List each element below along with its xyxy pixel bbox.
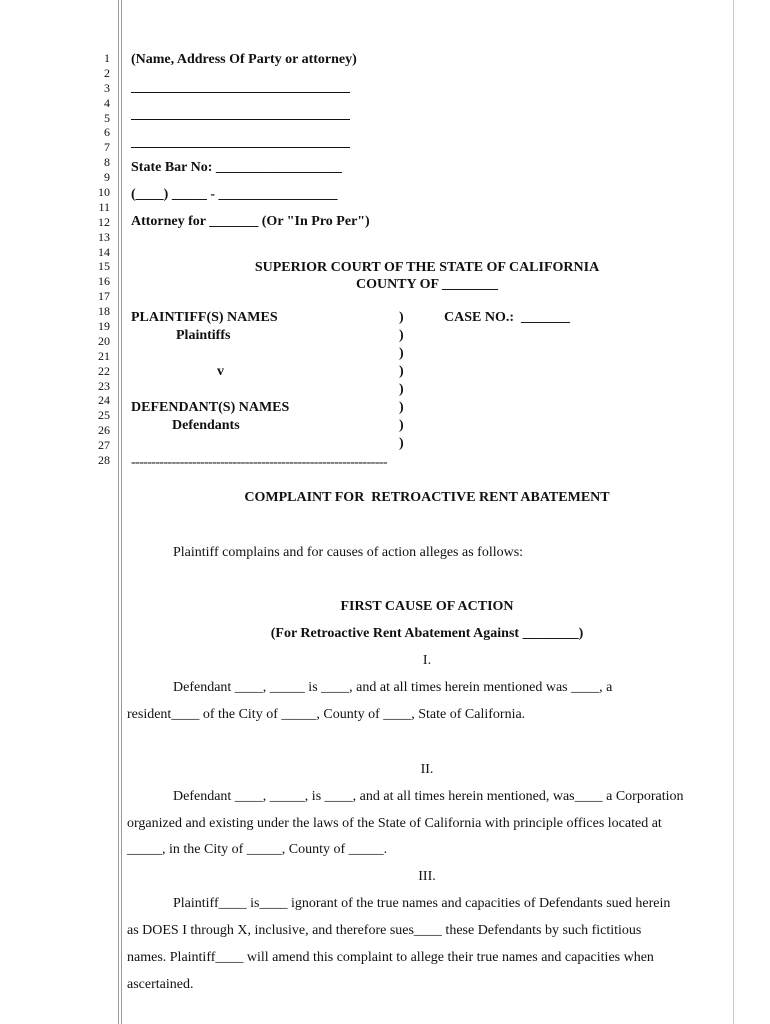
section-ii-line-2: organized and existing under the laws of the State of California with principle offices located at (127, 816, 662, 831)
right-margin-rule (733, 0, 734, 1024)
attorney-for: Attorney for _______ (Or "In Pro Per") (131, 214, 370, 229)
caption-paren: ) (399, 364, 404, 379)
caption-paren: ) (399, 436, 404, 451)
line-number: 8 (104, 155, 110, 170)
caption-paren: ) (399, 310, 404, 325)
line-number: 21 (98, 348, 110, 363)
line-number: 18 (98, 304, 110, 319)
court-name: SUPERIOR COURT OF THE STATE OF CALIFORNIA (254, 260, 600, 275)
line-number: 12 (98, 214, 110, 229)
line-number: 9 (104, 170, 110, 185)
caption-divider: --------------------------------------------------------------- (131, 455, 387, 470)
caption-paren: ) (399, 382, 404, 397)
intro-paragraph: Plaintiff complains and for causes of action alleges as follows: (173, 545, 524, 560)
line-number: 3 (104, 80, 110, 95)
cause-subtitle: (For Retroactive Rent Abatement Against ________) (270, 626, 584, 641)
section-iii-line-2: as DOES I through X, inclusive, and therefore sues____ these Defendants by such fictitious (127, 923, 642, 938)
left-margin-rule (118, 0, 119, 1024)
state-bar-number: State Bar No: __________________ (131, 160, 342, 175)
case-number: CASE NO.: _______ (444, 310, 571, 325)
section-i-line-1: Defendant ____, _____ is ____, and at all times herein mentioned was ____, a (173, 680, 613, 695)
cause-title: FIRST CAUSE OF ACTION (340, 599, 514, 614)
section-iii-line-1: Plaintiff____ is____ ignorant of the true names and capacities of Defendants sued herein (173, 896, 671, 911)
versus-label: v (217, 364, 224, 379)
section-ii-line-3: _____, in the City of _____, County of _____. (127, 842, 388, 857)
section-number-ii: II. (420, 762, 434, 777)
caption-paren: ) (399, 400, 404, 415)
address-line-3 (131, 147, 350, 148)
court-county: COUNTY OF ________ (355, 277, 499, 292)
line-number: 4 (104, 95, 110, 110)
section-number-iii: III. (418, 869, 436, 884)
caption-paren: ) (399, 328, 404, 343)
line-number: 15 (98, 259, 110, 274)
section-iii-line-4: ascertained. (127, 977, 194, 992)
phone-number: (____) _____ - _________________ (131, 187, 338, 202)
section-ii-line-1: Defendant ____, _____, is ____, and at all times herein mentioned, was____ a Corporation (173, 789, 684, 804)
plaintiff-names: PLAINTIFF(S) NAMES (131, 310, 278, 325)
line-number: 24 (98, 393, 110, 408)
line-number: 19 (98, 319, 110, 334)
line-number: 28 (98, 453, 110, 468)
section-iii-line-3: names. Plaintiff____ will amend this complaint to allege their true names and capacities when (127, 950, 654, 965)
line-number: 2 (104, 65, 110, 80)
complaint-title: COMPLAINT FOR RETROACTIVE RENT ABATEMENT (244, 490, 610, 505)
line-number: 26 (98, 423, 110, 438)
line-number: 7 (104, 140, 110, 155)
line-number: 16 (98, 274, 110, 289)
line-number: 22 (98, 363, 110, 378)
caption-paren: ) (399, 418, 404, 433)
line-number: 23 (98, 378, 110, 393)
line-number: 20 (98, 333, 110, 348)
party-label: (Name, Address Of Party or attorney) (131, 52, 357, 67)
line-number: 13 (98, 229, 110, 244)
line-number: 5 (104, 110, 110, 125)
defendant-names: DEFENDANT(S) NAMES (131, 400, 290, 415)
section-i-line-2: resident____ of the City of _____, County of ____, State of California. (127, 707, 526, 722)
address-line-1 (131, 92, 350, 93)
line-number: 27 (98, 438, 110, 453)
line-number: 11 (98, 199, 110, 214)
left-margin-rule-inner (121, 0, 122, 1024)
defendants-label: Defendants (172, 418, 240, 433)
line-number: 25 (98, 408, 110, 423)
address-line-2 (131, 119, 350, 120)
section-number-i: I. (422, 653, 432, 668)
caption-paren: ) (399, 346, 404, 361)
line-number: 14 (98, 244, 110, 259)
line-number: 6 (104, 125, 110, 140)
line-number: 17 (98, 289, 110, 304)
line-number: 1 (104, 51, 110, 65)
line-number-column (84, 51, 110, 468)
line-number: 10 (98, 185, 110, 200)
plaintiffs-label: Plaintiffs (176, 328, 231, 343)
